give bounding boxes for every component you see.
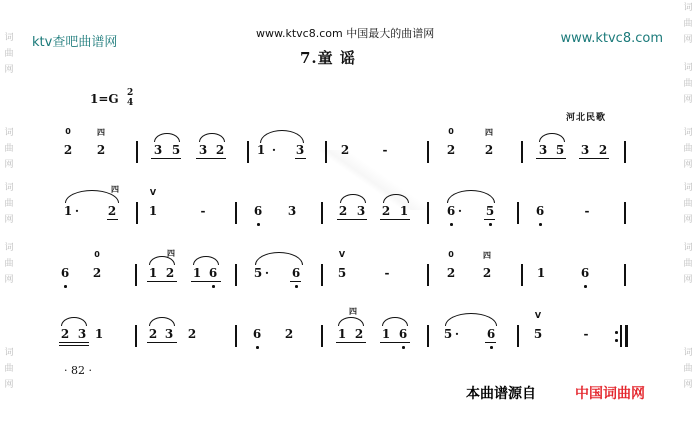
barline: [235, 202, 237, 224]
final-barline-thin: [620, 325, 622, 347]
octave-dot-low: [584, 285, 587, 288]
note: 6: [398, 327, 408, 341]
note: -: [384, 266, 390, 280]
underline: [290, 281, 301, 282]
barline: [321, 325, 323, 347]
slur: [260, 130, 304, 143]
barline: [427, 325, 429, 347]
fingering-mark: 四: [167, 249, 175, 258]
note: 2: [92, 266, 102, 280]
barline: [624, 202, 626, 224]
underline: [484, 219, 495, 220]
note: 3: [164, 327, 174, 341]
note: 3: [580, 143, 590, 157]
note: 1: [381, 327, 391, 341]
barline: [521, 264, 523, 286]
barline: [136, 202, 138, 224]
note: 1: [148, 204, 158, 218]
underline: [107, 219, 118, 220]
underline: [380, 219, 410, 220]
repeat-dot: [615, 339, 618, 342]
note: 6: [253, 204, 263, 218]
octave-dot-low: [490, 346, 493, 349]
note: 2: [354, 327, 364, 341]
fingering-mark: 四: [485, 128, 493, 137]
note: 5: [485, 204, 495, 218]
note: 2: [381, 204, 391, 218]
fingering-mark: 四: [97, 128, 105, 137]
time-signature-top: 2: [127, 88, 134, 98]
slur: [193, 256, 219, 265]
header-right-site[interactable]: www.ktvc8.com: [560, 31, 663, 46]
octave-dot-low: [539, 223, 542, 226]
note: 5: [443, 327, 453, 341]
slur: [338, 317, 364, 326]
score-line-4: [55, 307, 645, 369]
underline: [536, 158, 566, 159]
score-line-2: [55, 185, 645, 246]
score-line-3: [55, 250, 645, 308]
note: 1: [94, 327, 104, 341]
barline: [521, 141, 523, 163]
underline: [147, 342, 177, 343]
slur: [199, 133, 225, 142]
slur: [340, 194, 366, 203]
note: ·: [264, 266, 270, 280]
note: 6: [535, 204, 545, 218]
final-barline-thick: [625, 325, 628, 347]
header-left-site[interactable]: ktv查吧曲谱网: [32, 35, 118, 50]
barline: [321, 202, 323, 224]
slur: [445, 313, 497, 326]
underline: [336, 342, 366, 343]
note: 2: [284, 327, 294, 341]
slur: [61, 317, 87, 326]
key-signature: 1=G: [90, 92, 119, 106]
underline: [191, 281, 221, 282]
note: 3: [538, 143, 548, 157]
bow-mark: V: [534, 311, 542, 320]
octave-dot-low: [402, 346, 405, 349]
note: 5: [337, 266, 347, 280]
source-site-link[interactable]: 中国词曲网: [575, 386, 645, 402]
barline: [517, 202, 519, 224]
note: 5: [555, 143, 565, 157]
note: 1: [536, 266, 546, 280]
note: -: [200, 204, 206, 218]
time-signature-bottom: 4: [127, 98, 134, 108]
note: 1: [192, 266, 202, 280]
note: 3: [77, 327, 87, 341]
fingering-mark: 0: [448, 127, 454, 136]
slur: [255, 252, 303, 265]
underline: [59, 342, 89, 343]
side-watermark-left-2: 词 曲 网: [4, 128, 14, 170]
underline: [196, 158, 226, 159]
note: 3: [153, 143, 163, 157]
fingering-mark: 四: [349, 307, 357, 316]
barline: [427, 264, 429, 286]
underline: [147, 281, 177, 282]
octave-dot-low: [212, 285, 215, 288]
note: 3: [356, 204, 366, 218]
bow-mark: V: [338, 250, 346, 259]
side-watermark-right-5: 词 曲 网: [683, 243, 693, 285]
note: 2: [446, 143, 456, 157]
octave-dot-low: [256, 346, 259, 349]
barline: [135, 325, 137, 347]
note: 2: [148, 327, 158, 341]
slur: [447, 190, 495, 203]
note: 6: [580, 266, 590, 280]
barline: [427, 202, 429, 224]
barline: [624, 264, 626, 286]
barline: [235, 325, 237, 347]
note: 6: [486, 327, 496, 341]
double-underline: [59, 345, 89, 346]
note: 2: [446, 266, 456, 280]
note: ·: [74, 204, 80, 218]
note: -: [382, 143, 388, 157]
octave-dot-low: [64, 285, 67, 288]
repeat-dot: [615, 331, 618, 334]
note: ·: [454, 327, 460, 341]
note: 2: [60, 327, 70, 341]
underline: [337, 219, 367, 220]
composer-label: 河北民歌: [566, 113, 607, 123]
side-watermark-left-5: 词 曲 网: [4, 348, 14, 390]
note: 2: [484, 143, 494, 157]
note: 2: [96, 143, 106, 157]
note: 1: [63, 204, 73, 218]
barline: [247, 141, 249, 163]
note: 2: [187, 327, 197, 341]
underline: [380, 342, 410, 343]
underline: [579, 158, 609, 159]
note: 2: [63, 143, 73, 157]
side-watermark-right-6: 词 曲 网: [683, 348, 693, 390]
note: 2: [340, 143, 350, 157]
note: -: [584, 204, 590, 218]
header-center-site[interactable]: www.ktvc8.com 中国最大的曲谱网: [256, 27, 435, 40]
score-line-1: [55, 127, 645, 185]
note: 3: [295, 143, 305, 157]
fingering-mark: 0: [65, 127, 71, 136]
note: 6: [60, 266, 70, 280]
slur: [382, 317, 408, 326]
barline: [135, 264, 137, 286]
underline: [151, 158, 181, 159]
note: 1: [399, 204, 409, 218]
note: 2: [338, 204, 348, 218]
fingering-mark: 四: [483, 251, 491, 260]
barline: [427, 141, 429, 163]
barline: [624, 141, 626, 163]
note: 6: [291, 266, 301, 280]
note: -: [583, 327, 589, 341]
fingering-mark: 0: [448, 250, 454, 259]
side-watermark-left-4: 词 曲 网: [4, 243, 14, 285]
note: 3: [287, 204, 297, 218]
note: 2: [107, 204, 117, 218]
barline: [325, 141, 327, 163]
octave-dot-low: [489, 223, 492, 226]
note: 2: [482, 266, 492, 280]
page-number: · 82 ·: [64, 364, 92, 377]
note: 6: [446, 204, 456, 218]
note: 2: [165, 266, 175, 280]
source-label: 本曲谱源自: [466, 386, 536, 402]
note: 5: [533, 327, 543, 341]
barline: [235, 264, 237, 286]
side-watermark-right-3: 词 曲 网: [683, 128, 693, 170]
time-signature: [127, 88, 133, 108]
note: 1: [148, 266, 158, 280]
slur: [383, 194, 409, 203]
note: 3: [198, 143, 208, 157]
note: ·: [457, 204, 463, 218]
barline: [136, 141, 138, 163]
note: 2: [215, 143, 225, 157]
side-watermark-left-3: 词 曲 网: [4, 183, 14, 225]
note: 5: [253, 266, 263, 280]
fingering-mark: 0: [94, 250, 100, 259]
note: 5: [171, 143, 181, 157]
octave-dot-low: [295, 285, 298, 288]
bow-mark: V: [149, 188, 157, 197]
underline: [485, 342, 496, 343]
note: 6: [252, 327, 262, 341]
note: 2: [598, 143, 608, 157]
barline: [321, 264, 323, 286]
slur: [539, 133, 565, 142]
side-watermark-right-2: 词 曲 网: [683, 63, 693, 105]
note: ·: [271, 143, 277, 157]
underline: [295, 158, 306, 159]
slur: [154, 133, 180, 142]
side-watermark-right-4: 词 曲 网: [683, 183, 693, 225]
octave-dot-low: [450, 223, 453, 226]
side-watermark-right-1: 词 曲 网: [683, 3, 693, 45]
fingering-mark: 四: [111, 185, 119, 194]
side-watermark-left-1: 词 曲 网: [4, 33, 14, 75]
score-title: 7.童 谣: [300, 49, 356, 67]
barline: [517, 325, 519, 347]
note: 1: [337, 327, 347, 341]
octave-dot-low: [257, 223, 260, 226]
slur: [149, 317, 175, 326]
note: 6: [208, 266, 218, 280]
note: 1: [256, 143, 266, 157]
